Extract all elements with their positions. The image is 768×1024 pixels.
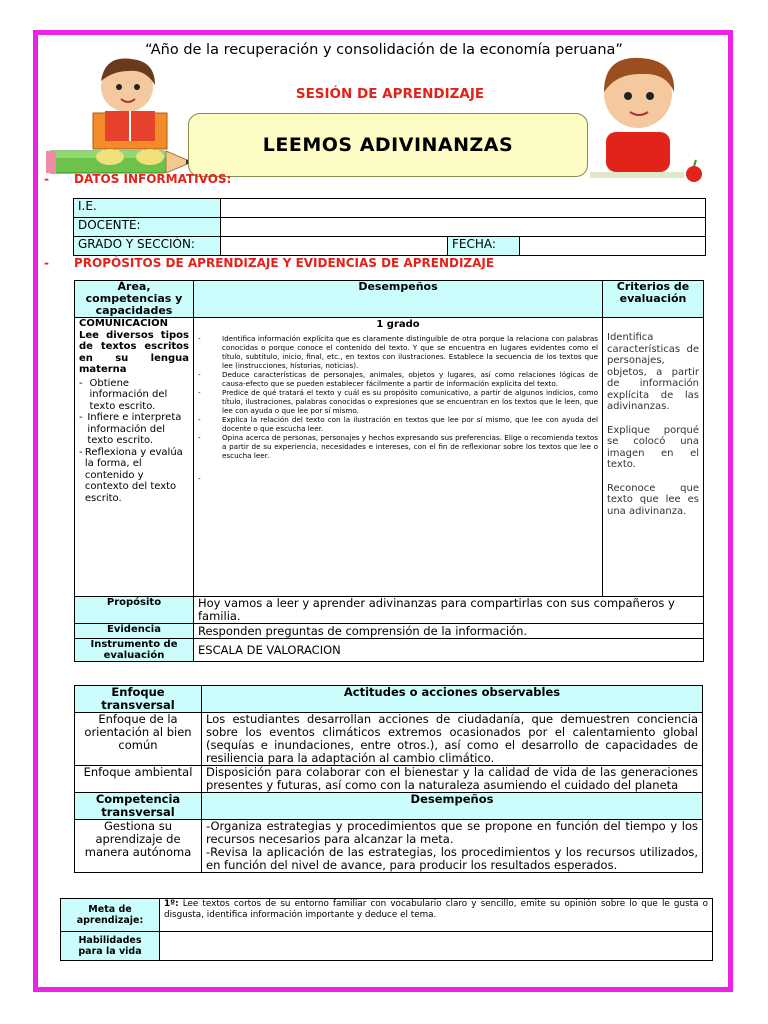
table-row [75, 820, 703, 873]
competencia-name: Lee diversos tipos de textos escritos en su lengua materna [79, 329, 189, 375]
evidencia-label: Evidencia [75, 624, 194, 639]
ie-label: I.E. [74, 199, 221, 218]
area-cell [75, 318, 194, 597]
competencia-desempenos [202, 820, 703, 873]
grado-value[interactable] [221, 237, 448, 256]
evidencia-text: Responden preguntas de comprensión de la información. [194, 624, 704, 639]
list-item: - Explica la relación del texto con la ilustración en textos que lee por sí mismo, que lee con ayuda del docente o que escucha leer. [198, 415, 598, 433]
propositos-heading: - PROPÓSITOS DE APRENDIZAJE Y EVIDENCIAS DE APRENDIZAJE [44, 256, 495, 270]
grado-label: GRADO Y SECCIÓN: [74, 237, 221, 256]
proposito-label: Propósito [75, 597, 194, 624]
datos-heading: - DATOS INFORMATIVOS: [44, 172, 232, 186]
propositos-heading-text: PROPÓSITOS DE APRENDIZAJE Y EVIDENCIAS DE APRENDIZAJE [74, 256, 495, 270]
table-row [75, 597, 704, 624]
table-header-row [75, 686, 703, 713]
criterio-item: Reconoce que texto que lee es una adivinanza. [607, 482, 699, 517]
table-row [75, 713, 703, 766]
habilidades-label: Habilidades para la vida [61, 932, 160, 961]
competencia-text: -Revisa la aplicación de las estrategias, los procedimientos y los recursos utilizados, en función del nivel de avance, para producir los resultados esperados. [206, 845, 698, 872]
list-item: - [198, 474, 201, 483]
meta-text [160, 899, 713, 932]
motto-text: “Año de la recuperación y consolidación de la economía peruana” [145, 42, 623, 58]
table-row [74, 237, 706, 256]
table-row [61, 899, 713, 932]
criterio-item: Explique porqué se colocó una imagen en el texto. [607, 424, 699, 470]
list-item: - Opina acerca de personas, personajes y hechos expresando sus preferencias. Elige o recomienda textos a partir de su experiencia, necesidades e intereses, con el fin de reflexionar sobre los textos que lee o escucha leer. [198, 433, 598, 460]
meta-body: Lee textos cortos de su entorno familiar con vocabulario claro y sencillo, emite su opinión sobre lo que le gusta o disgusta, identifica información importante y deduce el tema. [164, 899, 708, 920]
list-item: - Infiere e interpreta información del texto escrito. [79, 412, 182, 446]
competencia-text: -Organiza estrategias y procedimientos que se propone en función del tiempo y los recursos necesarios para alcanzar la meta. [206, 819, 698, 846]
enfoque-name: Enfoque ambiental [75, 766, 202, 793]
col-comp-desempenos: Desempeños [202, 793, 703, 820]
enfoque-text: Disposición para colaborar con el bienestar y la calidad de vida de las generaciones presentes y futuras, así como con la naturaleza asumiendo el cuidado del planeta [202, 766, 703, 793]
instrumento-label: Instrumento de evaluación [75, 639, 194, 662]
kid-writing-illustration [590, 52, 710, 184]
list-item: - Obtiene información del texto escrito. [79, 377, 168, 412]
criterio-item: Identifica características de personajes, objetos, a partir de información explícita de las adivinanzas. [607, 332, 699, 412]
docente-label: DOCENTE: [74, 218, 221, 237]
table-row [61, 932, 713, 961]
title-box [188, 113, 588, 177]
enfoques-table [74, 685, 703, 873]
table-header-row [75, 281, 704, 318]
list-item: - Predice de qué tratará el texto y cuál es su propósito comunicativo, a partir de algunos indicios, como título, ilustraciones, palabras conocidas o expresiones que se encuentran en los textos que le leen, que lee con ayuda o que lee por sí mismo. [198, 388, 598, 415]
instrumento-text: ESCALA DE VALORACION [194, 639, 704, 662]
area-name: COMUNICACIÓN [79, 318, 169, 329]
table-row [75, 318, 704, 597]
table-row [75, 624, 704, 639]
col-area: Área, competencias y capacidades [75, 281, 194, 318]
list-item: - Deduce características de personajes, animales, objetos y lugares, así como relaciones lógicas de causa-efecto que se pueden establecer fácilmente a partir de información explícita del texto. [198, 370, 598, 388]
desempenos-cell [194, 318, 603, 597]
table-row [75, 639, 704, 662]
competencia-name: Gestiona su aprendizaje de manera autónoma [75, 820, 202, 873]
grado-text: 1 grado [376, 319, 420, 330]
datos-table [73, 198, 706, 256]
col-criterios: Criterios de evaluación [603, 281, 704, 318]
meta-label: Meta de aprendizaje: [61, 899, 160, 932]
col-enfoque: Enfoque transversal [75, 686, 202, 713]
meta-table [60, 898, 713, 961]
fecha-value[interactable] [520, 237, 706, 256]
col-desempenos: Desempeños [194, 281, 603, 318]
criterios-cell [603, 318, 704, 597]
meta-prefix: 1º: [164, 899, 179, 909]
habilidades-text[interactable] [160, 932, 713, 961]
table-row [75, 766, 703, 793]
propositos-table [74, 280, 704, 662]
enfoque-text: Los estudiantes desarrollan acciones de ciudadanía, que demuestren conciencia sobre los eventos climáticos extremos ocasionados por el calentamiento global (sequías e inundaciones, entre otros.), así como el desarrollo de capacidades de resiliencia para la adaptación al cambio climático. [202, 713, 703, 766]
enfoque-name: Enfoque de la orientación al bien común [75, 713, 202, 766]
proposito-text: Hoy vamos a leer y aprender adivinanzas para compartirlas con sus compañeros y familia. [194, 597, 704, 624]
col-competencia: Competencia transversal [75, 793, 202, 820]
list-item: - Reflexiona y evalúa la forma, el contenido y contexto del texto escrito. [79, 446, 183, 504]
kid-reading-illustration [85, 55, 195, 173]
table-row [74, 218, 706, 237]
docente-value[interactable] [221, 218, 706, 237]
table-header-row [75, 793, 703, 820]
list-item: - Identifica información explícita que es claramente distinguible de otra porque la relaciona con palabras conocidas o porque conoce el contenido del texto. Y que se encuentra en lugares evidentes como el título, subtítulo, inicio, final, etc., en textos con ilustraciones. Establece la secuencia de los textos que lee (instrucciones, historias, noticias). [198, 334, 598, 370]
col-actitudes: Actitudes o acciones observables [202, 686, 703, 713]
datos-heading-text: DATOS INFORMATIVOS: [74, 172, 232, 186]
ie-value[interactable] [221, 199, 706, 218]
table-row [74, 199, 706, 218]
fecha-label: FECHA: [448, 237, 520, 256]
session-label: SESIÓN DE APRENDIZAJE [295, 86, 485, 102]
session-title: LEEMOS ADIVINANZAS [262, 134, 514, 156]
